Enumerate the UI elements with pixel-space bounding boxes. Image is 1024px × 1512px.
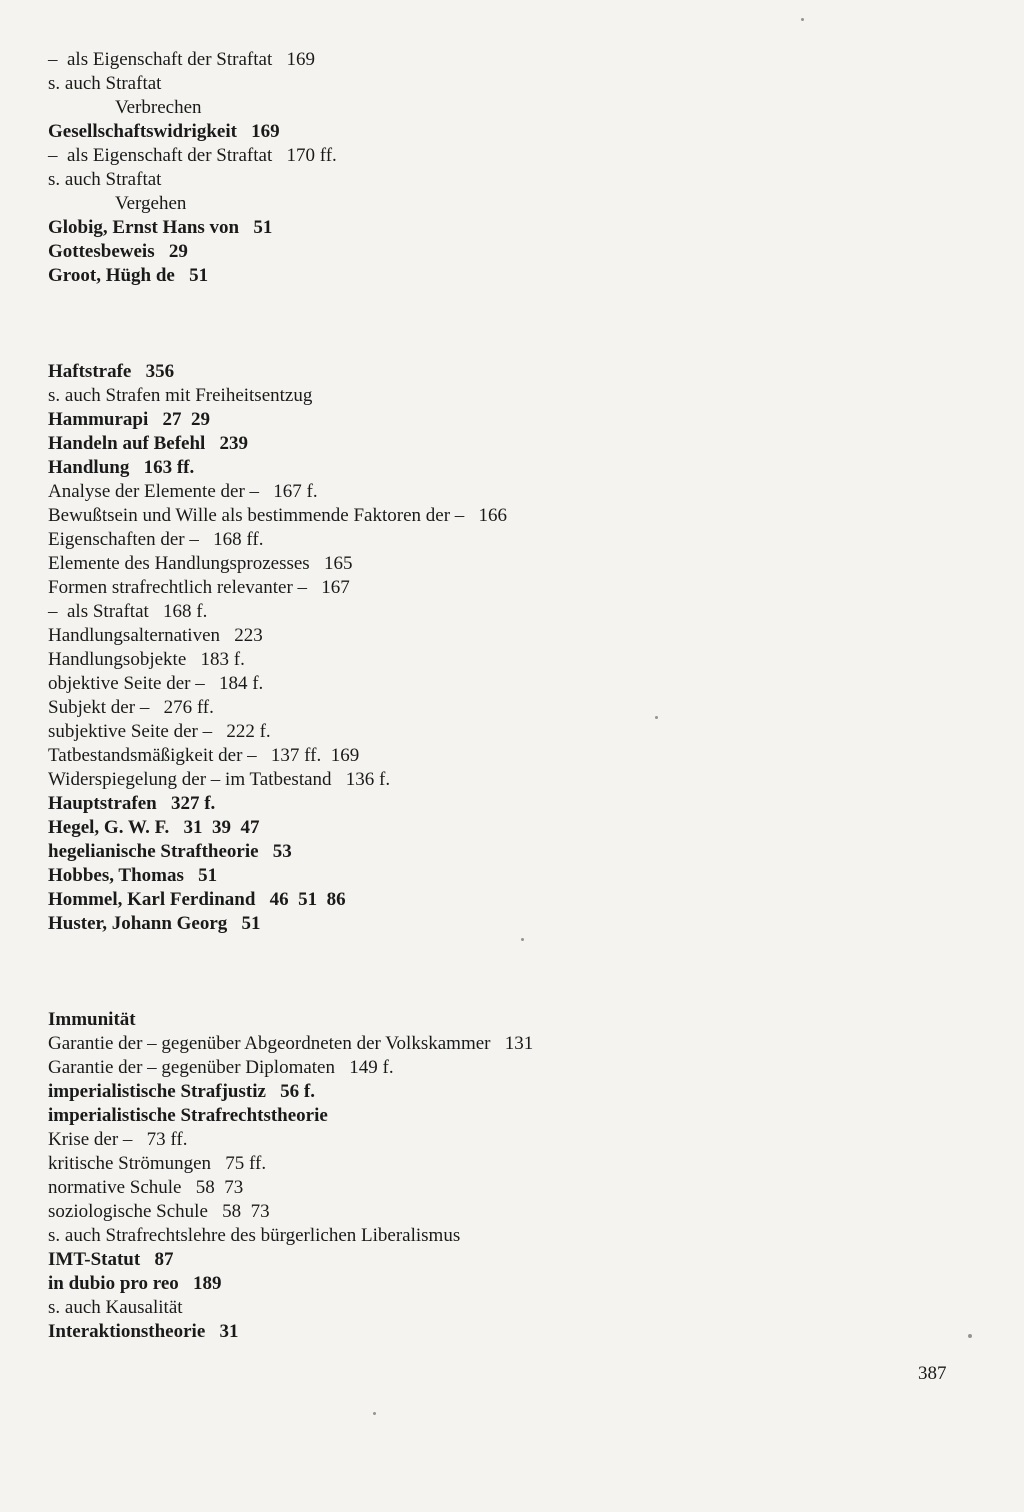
index-main-entry: Haftstrafe 356 — [48, 361, 175, 382]
subject-index — [48, 48, 988, 1344]
index-sub-entry: Subjekt der – 276 ff. — [48, 697, 214, 718]
index-sub-entry: Elemente des Handlungsprozesses 165 — [48, 553, 353, 574]
index-main-entry: Hobbes, Thomas 51 — [48, 865, 218, 886]
index-sub-entry: s. auch Straftat — [48, 73, 162, 94]
index-sub-entry: s. auch Kausalität — [48, 1297, 183, 1318]
index-main-entry: Immunität — [48, 1009, 136, 1030]
index-sub-entry: Vergehen — [115, 193, 187, 214]
paper-speck — [521, 938, 524, 941]
index-main-entry: in dubio pro reo 189 — [48, 1273, 222, 1294]
index-main-entry: Handeln auf Befehl 239 — [48, 433, 249, 454]
index-main-entry: Gesellschaftswidrigkeit 169 — [48, 121, 280, 142]
index-sub-entry: Krise der – 73 ff. — [48, 1129, 188, 1150]
index-main-entry: Groot, Hügh de 51 — [48, 265, 209, 286]
index-main-entry: IMT-Statut 87 — [48, 1249, 174, 1270]
index-sub-entry: s. auch Straftat — [48, 169, 162, 190]
index-main-entry: Globig, Ernst Hans von 51 — [48, 217, 273, 238]
index-sub-entry: objektive Seite der – 184 f. — [48, 673, 264, 694]
index-main-entry: Hauptstrafen 327 f. — [48, 793, 216, 814]
index-letter-section — [48, 1008, 988, 1344]
index-main-entry: Handlung 163 ff. — [48, 457, 195, 478]
index-main-entry: Interaktionstheorie 31 — [48, 1321, 239, 1342]
index-main-entry: Hammurapi 27 29 — [48, 409, 211, 430]
index-sub-entry: kritische Strömungen 75 ff. — [48, 1153, 267, 1174]
letter-section-gap — [48, 288, 988, 360]
index-main-entry: Gottesbeweis 29 — [48, 241, 188, 262]
index-main-entry: imperialistische Strafrechtstheorie — [48, 1105, 328, 1126]
paper-speck — [801, 18, 804, 21]
index-sub-entry: Bewußtsein und Wille als bestimmende Faktoren der – 166 — [48, 505, 508, 526]
index-sub-entry: Formen strafrechtlich relevanter – 167 — [48, 577, 350, 598]
index-main-entry: Hommel, Karl Ferdinand 46 51 86 — [48, 889, 346, 910]
index-sub-entry: s. auch Strafrechtslehre des bürgerlichen Liberalismus — [48, 1225, 461, 1246]
index-letter-section — [48, 48, 988, 288]
index-sub-entry: soziologische Schule 58 73 — [48, 1201, 270, 1222]
index-sub-entry: Verbrechen — [115, 97, 202, 118]
paper-speck — [968, 1334, 972, 1338]
index-sub-entry: Garantie der – gegenüber Diplomaten 149 f. — [48, 1057, 394, 1078]
index-letter-section — [48, 360, 988, 936]
index-sub-entry: Widerspiegelung der – im Tatbestand 136 f. — [48, 769, 391, 790]
letter-section-gap — [48, 936, 988, 1008]
index-main-entry: imperialistische Strafjustiz 56 f. — [48, 1081, 316, 1102]
index-main-entry: Hegel, G. W. F. 31 39 47 — [48, 817, 260, 838]
index-sub-entry: Tatbestandsmäßigkeit der – 137 ff. 169 — [48, 745, 360, 766]
index-sub-entry: Handlungsalternativen 223 — [48, 625, 263, 646]
index-main-entry: Huster, Johann Georg 51 — [48, 913, 261, 934]
paper-speck — [655, 716, 658, 719]
index-sub-entry: s. auch Strafen mit Freiheitsentzug — [48, 385, 313, 406]
paper-speck — [373, 1412, 376, 1415]
page-number: 387 — [918, 1363, 947, 1384]
index-main-entry: hegelianische Straftheorie 53 — [48, 841, 292, 862]
index-sub-entry: Analyse der Elemente der – 167 f. — [48, 481, 318, 502]
index-sub-entry: – als Straftat 168 f. — [48, 601, 208, 622]
index-sub-entry: – als Eigenschaft der Straftat 170 ff. — [48, 145, 337, 166]
index-sub-entry: Eigenschaften der – 168 ff. — [48, 529, 264, 550]
index-sub-entry: subjektive Seite der – 222 f. — [48, 721, 271, 742]
index-sub-entry: normative Schule 58 73 — [48, 1177, 244, 1198]
index-sub-entry: – als Eigenschaft der Straftat 169 — [48, 49, 315, 70]
index-sub-entry: Handlungsobjekte 183 f. — [48, 649, 245, 670]
index-sub-entry: Garantie der – gegenüber Abgeordneten der Volkskammer 131 — [48, 1033, 534, 1054]
